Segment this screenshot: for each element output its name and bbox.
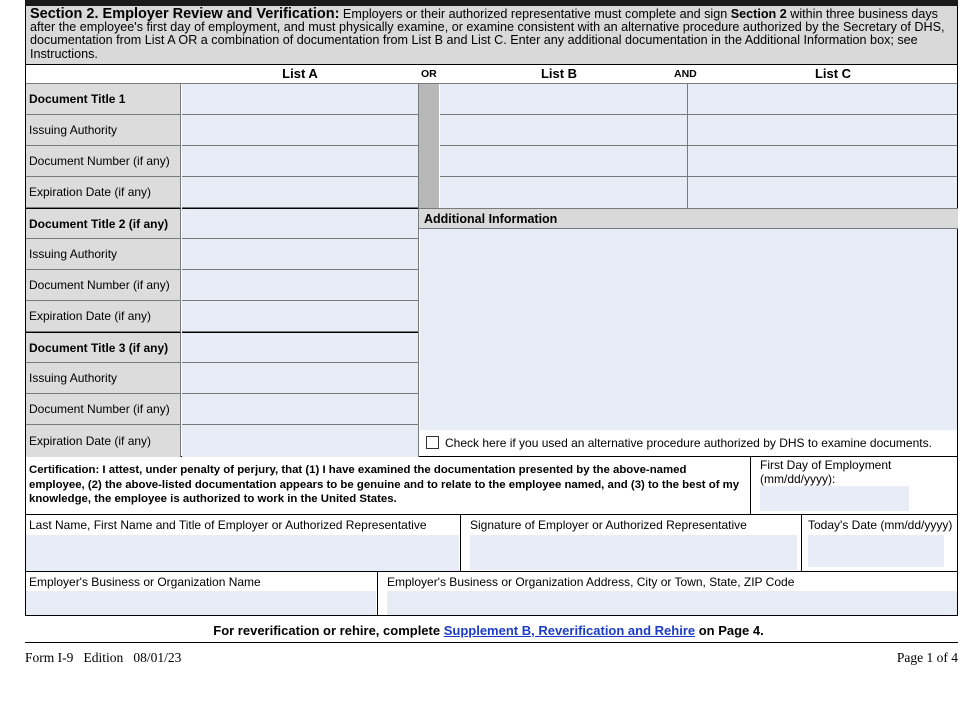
business-name-label: Employer's Business or Organization Name xyxy=(29,575,261,589)
first-day-label: First Day of Employment (mm/dd/yyyy): xyxy=(760,458,892,486)
list-a-doc-title-2-input[interactable] xyxy=(182,208,419,239)
list-a-header: List A xyxy=(282,66,318,81)
section-text-1: Employers or their authorized representative must complete and sign xyxy=(339,7,731,21)
reverification-text-before: For reverification or rehire, complete xyxy=(213,623,444,638)
certification-body: I attest, under penalty of perjury, that (1) I have examined the documentation presented by the above-named employee, (2) the above-listed documentation appears to be genuine and to relate to the employee named, and (3) to the best of my knowledge, the employee is authorized to work in the United States. xyxy=(29,464,740,506)
footer-rule xyxy=(25,642,958,643)
row-label-docnum-3: Document Number (if any) xyxy=(26,394,181,425)
row-label-doc-title-3: Document Title 3 (if any) xyxy=(26,332,181,363)
list-a-docnum-1-input[interactable] xyxy=(182,146,419,177)
section-bold: Section 2 xyxy=(730,7,787,21)
list-a-right-border xyxy=(418,84,419,457)
list-a-issuing-3-input[interactable] xyxy=(182,363,419,394)
business-address-input[interactable] xyxy=(387,591,957,615)
list-a-issuing-2-input[interactable] xyxy=(182,239,419,270)
list-b-exp-input[interactable] xyxy=(440,177,688,208)
row-label-exp-1: Expiration Date (if any) xyxy=(26,177,181,208)
todays-date-label: Today's Date (mm/dd/yyyy) xyxy=(808,518,953,532)
section-text-2: within three business days after the employee's first day of employment, and must physically examine, or examine consistent with an alternative procedure authorized by the Secretary of DHS, documentation from List A OR a combination of documentation from List B and List C. Enter any additional documentation in the Additional Information box; see Instructions. xyxy=(30,7,945,61)
signature-divider-1 xyxy=(460,515,461,572)
list-a-docnum-3-input[interactable] xyxy=(182,394,419,425)
list-b-header: List B xyxy=(540,66,578,81)
employer-name-input[interactable] xyxy=(26,535,459,571)
and-label: AND xyxy=(674,68,697,80)
list-a-docnum-2-input[interactable] xyxy=(182,270,419,301)
page-number: Page 1 of 4 xyxy=(896,650,958,665)
todays-date-input[interactable] xyxy=(808,535,944,567)
list-b-docnum-input[interactable] xyxy=(440,146,688,177)
list-c-exp-input[interactable] xyxy=(688,177,957,208)
list-b-issuing-input[interactable] xyxy=(440,115,688,146)
first-day-input[interactable] xyxy=(760,486,909,511)
list-a-issuing-1-input[interactable] xyxy=(182,115,419,146)
list-c-header: List C xyxy=(814,66,852,81)
employer-name-label: Last Name, First Name and Title of Employer or Authorized Representative xyxy=(29,518,427,532)
signature-divider-2 xyxy=(801,515,802,572)
alt-procedure-row xyxy=(420,430,957,457)
or-label: OR xyxy=(421,68,437,80)
list-a-exp-3-input[interactable] xyxy=(182,425,419,457)
list-a-exp-1-input[interactable] xyxy=(182,177,419,208)
row-label-exp-2: Expiration Date (if any) xyxy=(26,301,181,332)
list-a-doc-title-3-input[interactable] xyxy=(182,332,419,363)
business-divider xyxy=(377,572,378,616)
row-label-doc-title-1: Document Title 1 xyxy=(26,84,181,115)
supplement-b-link[interactable]: Supplement B, Reverification and Rehire xyxy=(443,623,696,638)
row-label-doc-title-2: Document Title 2 (if any) xyxy=(26,208,181,239)
list-b-doc-title-input[interactable] xyxy=(440,84,688,115)
list-c-doc-title-input[interactable] xyxy=(688,84,957,115)
list-a-exp-2-input[interactable] xyxy=(182,301,419,332)
certification-label: Certification: xyxy=(29,464,100,476)
additional-info-textarea[interactable] xyxy=(420,229,957,430)
row-label-docnum-2: Document Number (if any) xyxy=(26,270,181,301)
business-name-input[interactable] xyxy=(26,591,376,615)
row-label-issuing-1: Issuing Authority xyxy=(26,115,181,146)
form-edition: Form I-9 Edition 08/01/23 xyxy=(25,650,182,665)
alt-procedure-checkbox[interactable] xyxy=(426,436,439,449)
signature-label: Signature of Employer or Authorized Representative xyxy=(470,518,747,532)
row-label-exp-3: Expiration Date (if any) xyxy=(26,425,181,457)
section-2-header xyxy=(25,6,958,65)
certification-text xyxy=(29,463,745,507)
signature-input[interactable] xyxy=(470,535,797,570)
row-label-issuing-3: Issuing Authority xyxy=(26,363,181,394)
reverification-note xyxy=(0,623,977,638)
section-title: Section 2. Employer Review and Verification: xyxy=(30,6,340,22)
row-label-issuing-2: Issuing Authority xyxy=(26,239,181,270)
business-address-label: Employer's Business or Organization Address, City or Town, State, ZIP Code xyxy=(387,575,795,589)
list-a-doc-title-1-input[interactable] xyxy=(182,84,419,115)
list-c-issuing-input[interactable] xyxy=(688,115,957,146)
row-label-docnum-1: Document Number (if any) xyxy=(26,146,181,177)
reverification-text-after: on Page 4. xyxy=(695,623,764,638)
additional-info-header: Additional Information xyxy=(419,208,958,229)
list-c-docnum-input[interactable] xyxy=(688,146,957,177)
alt-procedure-label: Check here if you used an alternative procedure authorized by DHS to examine documents. xyxy=(445,436,932,450)
or-separator xyxy=(419,84,439,208)
